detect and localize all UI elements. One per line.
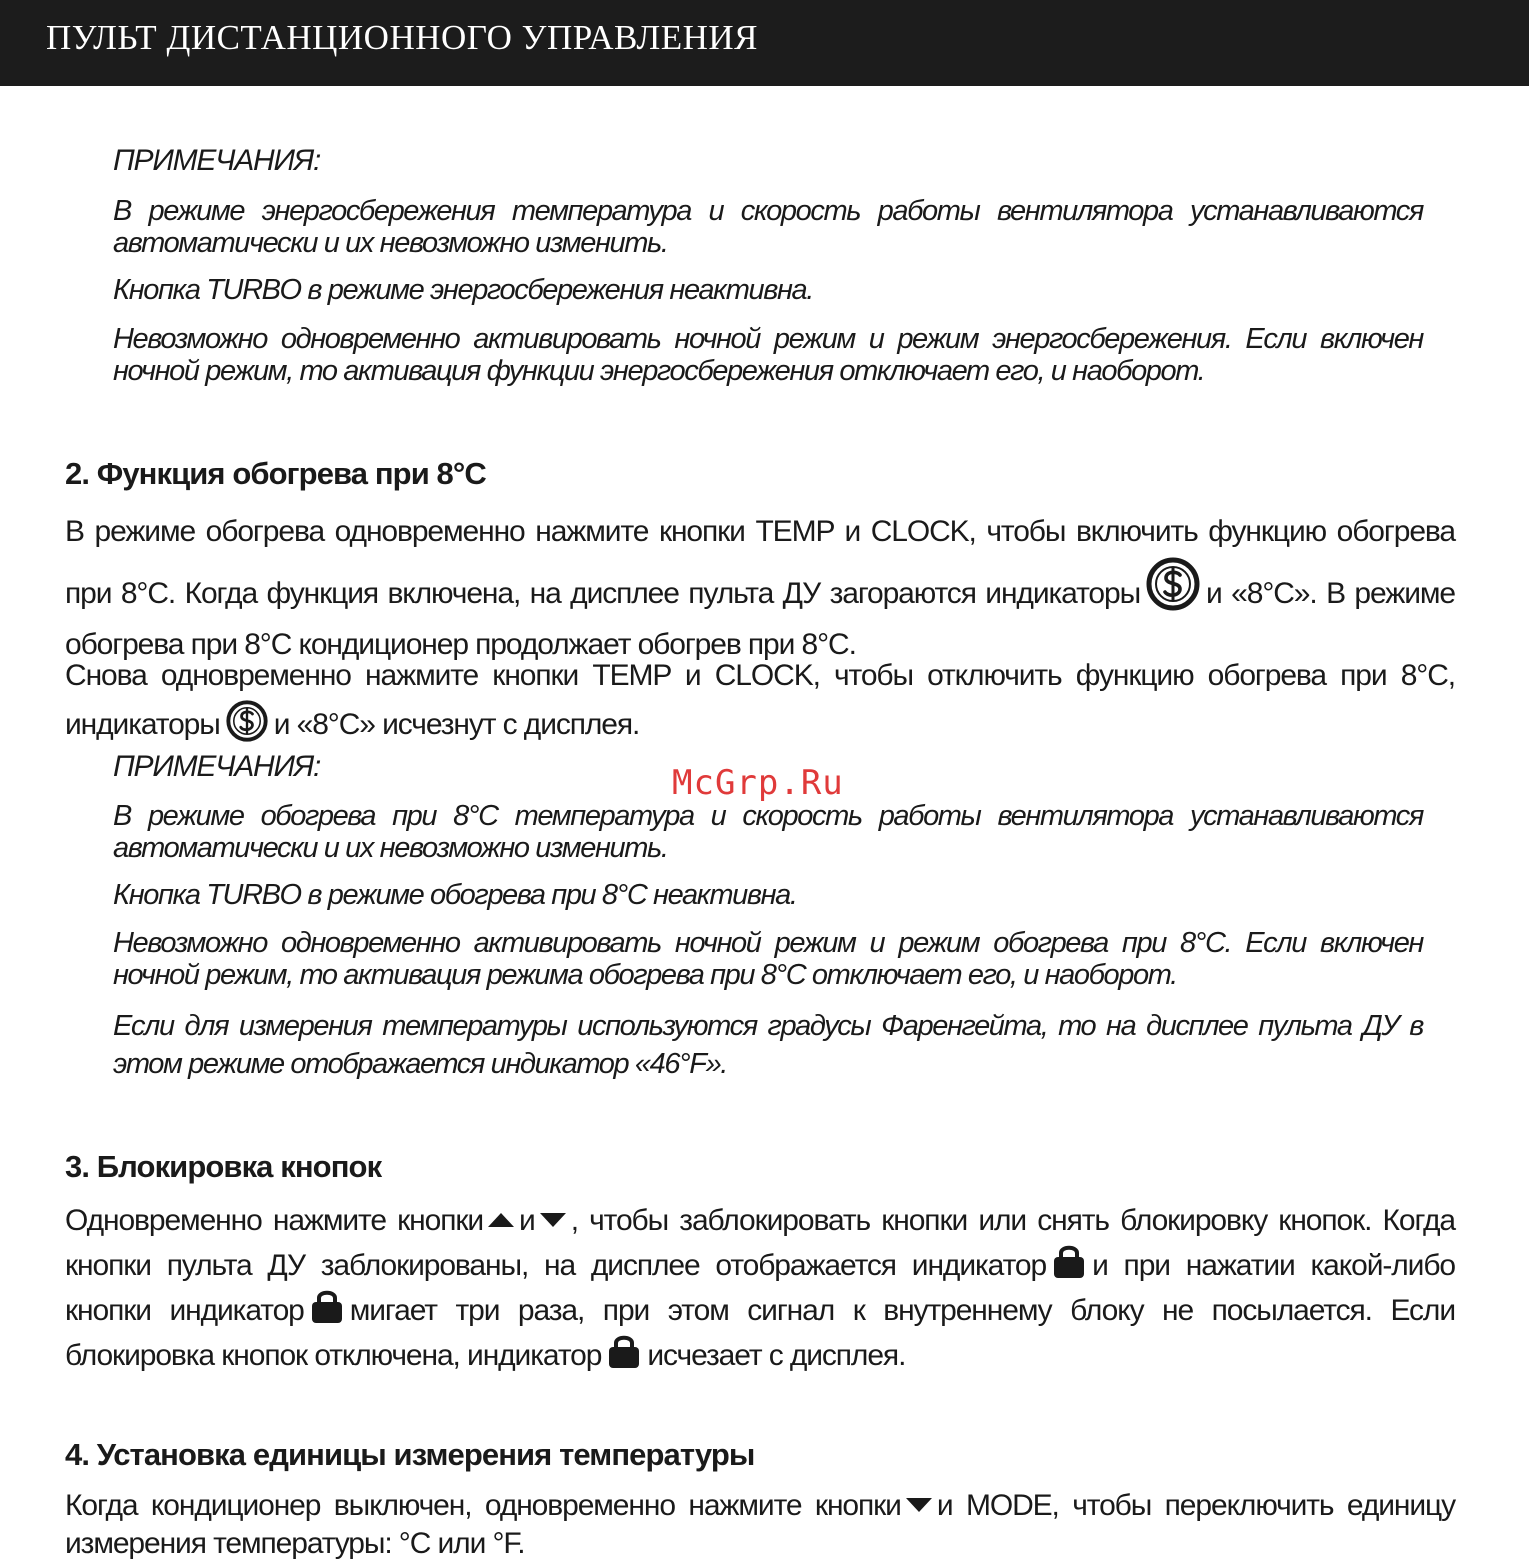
dollar-icon	[226, 700, 268, 742]
text: исчезает с дисплея.	[647, 1339, 906, 1372]
note-item: Если для измерения температуры используются градусы Фаренгейта, то на дисплее пульта ДУ в этом режиме отображается индикатор «46°F».	[113, 1010, 1423, 1080]
text: и при нажатии какой-либо кнопки индикатор	[65, 1249, 1455, 1327]
text: , чтобы заблокировать кнопки или снять блокировку кнопок. Когда кнопки пульта ДУ заблокированы, на дисплее отображается индикатор	[65, 1204, 1455, 1282]
text: Когда кондиционер выключен, одновременно нажмите кнопки	[65, 1489, 901, 1522]
note-item: Невозможно одновременно активировать ночной режим и режим энергосбережения. Если включен ночной режим, то активация функции энергосбережения отключает его, и наоборот.	[113, 323, 1423, 387]
notes-title: ПРИМЕЧАНИЯ:	[113, 750, 321, 783]
text: и MODE, чтобы переключить единицу измерения температуры: °C или °F.	[65, 1489, 1455, 1560]
note-item: Невозможно одновременно активировать ночной режим и режим обогрева при 8°C. Если включен ночной режим, то активация режима обогрева при 8°C отключает его, и наоборот.	[113, 927, 1423, 991]
section-heading-heating-8c: 2. Функция обогрева при 8°C	[65, 456, 486, 491]
text: В режиме обогрева одновременно нажмите кнопки TEMP и CLOCK, чтобы включить функцию обогрева при 8°C. Когда функция включена, на дисплее пульта ДУ загораются индикаторы	[65, 515, 1455, 610]
text: и «8°C» исчезнут с дисплея.	[273, 708, 640, 741]
dollar-icon	[1146, 557, 1200, 611]
section-heading-temperature-unit: 4. Установка единицы измерения температуры	[65, 1437, 755, 1472]
note-item: В режиме обогрева при 8°C температура и скорость работы вентилятора устанавливаются автоматически и их невозможно изменить.	[113, 800, 1423, 864]
section3-paragraph	[65, 1199, 1455, 1378]
text: Одновременно нажмите кнопки	[65, 1204, 484, 1237]
note-item: Кнопка TURBO в режиме обогрева при 8°C неактивна.	[113, 879, 797, 911]
section2-paragraph-2	[65, 652, 1455, 749]
section4-paragraph	[65, 1487, 1455, 1563]
section-heading-button-lock: 3. Блокировка кнопок	[65, 1149, 382, 1184]
page-header	[0, 0, 1529, 86]
up-arrow-icon	[487, 1212, 515, 1228]
note-item: Кнопка TURBO в режиме энергосбережения неактивна.	[113, 274, 813, 306]
lock-icon	[607, 1333, 641, 1369]
text: и	[519, 1204, 535, 1237]
header-title: ПУЛЬТ ДИСТАНЦИОННОГО УПРАВЛЕНИЯ	[46, 18, 759, 57]
text: Снова одновременно нажмите кнопки TEMP и CLOCK, чтобы отключить функцию обогрева при 8°C, индикаторы	[65, 659, 1455, 741]
down-arrow-icon	[905, 1497, 933, 1513]
text: мигает три раза, при этом сигнал к внутреннему блоку не посылается. Если блокировка кнопок отключена, индикатор	[65, 1294, 1455, 1372]
down-arrow-icon	[539, 1212, 567, 1228]
lock-icon	[1052, 1243, 1086, 1279]
lock-icon	[310, 1288, 344, 1324]
text: и «8°C». В режиме обогрева при 8°C кондиционер продолжает обогрев при 8°C.	[65, 577, 1455, 661]
watermark: McGrp.Ru	[672, 763, 844, 803]
section2-paragraph-1	[65, 506, 1455, 670]
note-item: В режиме энергосбережения температура и скорость работы вентилятора устанавливаются автоматически и их невозможно изменить.	[113, 195, 1423, 259]
notes-title: ПРИМЕЧАНИЯ:	[113, 144, 321, 177]
